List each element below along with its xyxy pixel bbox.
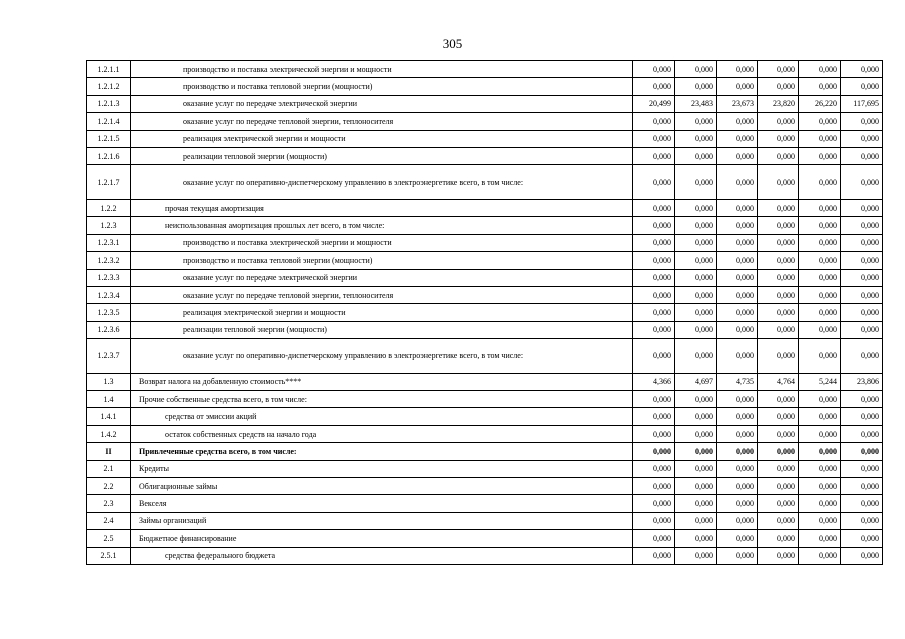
table-row	[87, 373, 883, 390]
row-value: 23,673	[717, 95, 758, 112]
row-value: 0,000	[758, 460, 799, 477]
row-value: 0,000	[758, 269, 799, 286]
row-value: 0,000	[633, 234, 675, 251]
row-value: 0,000	[758, 339, 799, 374]
table-row	[87, 113, 883, 130]
row-value: 0,000	[799, 460, 841, 477]
table-row	[87, 443, 883, 460]
row-value: 0,000	[799, 530, 841, 547]
row-name: Прочие собственные средства всего, в том числе:	[131, 391, 633, 408]
row-code: II	[87, 443, 131, 460]
table-row	[87, 252, 883, 269]
row-value: 0,000	[841, 130, 883, 147]
row-value: 0,000	[633, 78, 675, 95]
row-value: 117,695	[841, 95, 883, 112]
row-value: 0,000	[799, 269, 841, 286]
row-value: 0,000	[758, 425, 799, 442]
row-value: 0,000	[633, 321, 675, 338]
row-value: 0,000	[758, 286, 799, 303]
row-value: 4,366	[633, 373, 675, 390]
row-name: реализации тепловой энергии (мощности)	[131, 147, 633, 164]
row-value: 0,000	[633, 130, 675, 147]
row-value: 0,000	[799, 391, 841, 408]
row-value: 0,000	[633, 460, 675, 477]
row-value: 0,000	[633, 113, 675, 130]
row-code: 1.2.3.4	[87, 286, 131, 303]
table-row	[87, 165, 883, 200]
row-name: производство и поставка тепловой энергии (мощности)	[131, 252, 633, 269]
row-value: 20,499	[633, 95, 675, 112]
row-value: 0,000	[633, 547, 675, 564]
row-value: 0,000	[675, 147, 717, 164]
row-value: 0,000	[675, 165, 717, 200]
row-name: производство и поставка тепловой энергии (мощности)	[131, 78, 633, 95]
row-value: 5,244	[799, 373, 841, 390]
row-name: оказание услуг по оперативно-диспетчерскому управлению в электроэнергетике всего, в том числе:	[131, 165, 633, 200]
row-value: 0,000	[717, 321, 758, 338]
row-value: 0,000	[717, 234, 758, 251]
row-code: 2.5.1	[87, 547, 131, 564]
row-value: 0,000	[675, 425, 717, 442]
row-code: 2.1	[87, 460, 131, 477]
row-value: 26,220	[799, 95, 841, 112]
row-value: 0,000	[758, 408, 799, 425]
row-value: 0,000	[841, 147, 883, 164]
row-value: 0,000	[841, 495, 883, 512]
row-value: 0,000	[758, 391, 799, 408]
row-name: остаток собственных средств на начало года	[131, 425, 633, 442]
table-row	[87, 460, 883, 477]
row-value: 0,000	[841, 234, 883, 251]
row-value: 0,000	[633, 165, 675, 200]
row-value: 0,000	[841, 443, 883, 460]
row-value: 0,000	[675, 113, 717, 130]
row-value: 0,000	[799, 304, 841, 321]
row-code: 2.5	[87, 530, 131, 547]
row-value: 0,000	[799, 234, 841, 251]
row-code: 1.2.3	[87, 217, 131, 234]
row-value: 0,000	[841, 339, 883, 374]
row-value: 23,820	[758, 95, 799, 112]
row-value: 0,000	[717, 460, 758, 477]
row-value: 0,000	[841, 478, 883, 495]
row-code: 1.2.3.5	[87, 304, 131, 321]
row-value: 0,000	[841, 530, 883, 547]
row-value: 0,000	[841, 547, 883, 564]
table-row	[87, 339, 883, 374]
table-row	[87, 321, 883, 338]
row-name: оказание услуг по передаче тепловой энергии, теплоносителя	[131, 286, 633, 303]
row-value: 4,735	[717, 373, 758, 390]
row-value: 0,000	[799, 339, 841, 374]
row-value: 0,000	[758, 478, 799, 495]
row-value: 0,000	[841, 512, 883, 529]
row-value: 0,000	[675, 408, 717, 425]
row-name: неиспользованная амортизация прошлых лет всего, в том числе:	[131, 217, 633, 234]
row-code: 1.4	[87, 391, 131, 408]
row-value: 0,000	[675, 217, 717, 234]
row-value: 0,000	[633, 252, 675, 269]
row-value: 0,000	[633, 304, 675, 321]
row-value: 0,000	[758, 252, 799, 269]
row-value: 0,000	[758, 234, 799, 251]
row-name: Облигационные займы	[131, 478, 633, 495]
table-row	[87, 95, 883, 112]
row-value: 0,000	[633, 217, 675, 234]
row-name: средства от эмиссии акций	[131, 408, 633, 425]
row-name: Бюджетное финансирование	[131, 530, 633, 547]
table-row	[87, 61, 883, 78]
row-value: 0,000	[841, 391, 883, 408]
row-value: 0,000	[799, 321, 841, 338]
row-value: 0,000	[675, 304, 717, 321]
row-value: 0,000	[799, 286, 841, 303]
row-code: 1.2.1.6	[87, 147, 131, 164]
row-code: 2.3	[87, 495, 131, 512]
row-value: 0,000	[675, 252, 717, 269]
row-value: 0,000	[758, 61, 799, 78]
row-value: 0,000	[675, 130, 717, 147]
row-value: 0,000	[675, 321, 717, 338]
row-value: 0,000	[717, 304, 758, 321]
row-value: 0,000	[717, 391, 758, 408]
row-code: 1.2.1.4	[87, 113, 131, 130]
row-code: 1.2.1.7	[87, 165, 131, 200]
row-value: 0,000	[633, 269, 675, 286]
row-value: 0,000	[758, 495, 799, 512]
row-name: реализации тепловой энергии (мощности)	[131, 321, 633, 338]
row-value: 0,000	[675, 495, 717, 512]
row-value: 0,000	[841, 78, 883, 95]
row-value: 0,000	[799, 130, 841, 147]
row-name: оказание услуг по передаче электрической энергии	[131, 269, 633, 286]
row-value: 0,000	[633, 286, 675, 303]
row-name: реализация электрической энергии и мощности	[131, 304, 633, 321]
row-value: 0,000	[841, 321, 883, 338]
row-value: 0,000	[758, 113, 799, 130]
row-value: 0,000	[799, 147, 841, 164]
row-value: 0,000	[758, 217, 799, 234]
row-value: 0,000	[675, 460, 717, 477]
table-row	[87, 530, 883, 547]
row-value: 0,000	[633, 495, 675, 512]
row-value: 0,000	[841, 304, 883, 321]
row-value: 0,000	[633, 199, 675, 216]
row-value: 0,000	[717, 547, 758, 564]
row-value: 0,000	[717, 425, 758, 442]
row-value: 0,000	[841, 425, 883, 442]
row-value: 0,000	[675, 512, 717, 529]
row-value: 0,000	[841, 217, 883, 234]
row-name: средства федерального бюджета	[131, 547, 633, 564]
row-value: 0,000	[758, 304, 799, 321]
row-value: 0,000	[841, 286, 883, 303]
row-value: 0,000	[717, 165, 758, 200]
row-value: 0,000	[717, 495, 758, 512]
row-code: 1.2.3.6	[87, 321, 131, 338]
row-value: 0,000	[799, 425, 841, 442]
row-value: 0,000	[633, 478, 675, 495]
row-code: 1.2.1.3	[87, 95, 131, 112]
row-value: 0,000	[841, 113, 883, 130]
row-value: 0,000	[675, 478, 717, 495]
row-value: 0,000	[717, 478, 758, 495]
table-row	[87, 234, 883, 251]
row-value: 0,000	[717, 339, 758, 374]
row-value: 0,000	[633, 61, 675, 78]
row-name: Привлеченные средства всего, в том числе:	[131, 443, 633, 460]
row-value: 0,000	[758, 443, 799, 460]
row-value: 0,000	[633, 408, 675, 425]
row-code: 1.2.3.7	[87, 339, 131, 374]
row-name: прочая текущая амортизация	[131, 199, 633, 216]
row-name: Векселя	[131, 495, 633, 512]
row-value: 0,000	[675, 199, 717, 216]
row-value: 0,000	[799, 61, 841, 78]
row-code: 1.3	[87, 373, 131, 390]
row-value: 0,000	[758, 547, 799, 564]
row-name: производство и поставка электрической энергии и мощности	[131, 234, 633, 251]
row-value: 0,000	[675, 339, 717, 374]
row-value: 0,000	[633, 443, 675, 460]
row-code: 1.2.3.1	[87, 234, 131, 251]
row-value: 0,000	[717, 199, 758, 216]
row-name: производство и поставка электрической энергии и мощности	[131, 61, 633, 78]
table-body	[87, 61, 883, 565]
row-value: 0,000	[799, 165, 841, 200]
table-row	[87, 408, 883, 425]
table-row	[87, 304, 883, 321]
row-value: 0,000	[717, 408, 758, 425]
row-value: 0,000	[841, 460, 883, 477]
row-value: 0,000	[758, 165, 799, 200]
row-value: 0,000	[717, 443, 758, 460]
row-code: 1.2.3.2	[87, 252, 131, 269]
row-code: 1.2.3.3	[87, 269, 131, 286]
row-value: 0,000	[758, 512, 799, 529]
row-value: 0,000	[633, 339, 675, 374]
row-value: 0,000	[841, 408, 883, 425]
row-value: 0,000	[675, 234, 717, 251]
row-value: 0,000	[675, 391, 717, 408]
financing-table	[86, 60, 883, 565]
row-value: 4,764	[758, 373, 799, 390]
row-name: оказание услуг по передаче тепловой энергии, теплоносителя	[131, 113, 633, 130]
row-value: 0,000	[799, 78, 841, 95]
row-value: 0,000	[717, 217, 758, 234]
row-value: 0,000	[717, 130, 758, 147]
table-row	[87, 495, 883, 512]
row-code: 2.2	[87, 478, 131, 495]
row-code: 1.4.2	[87, 425, 131, 442]
row-value: 0,000	[799, 495, 841, 512]
row-code: 2.4	[87, 512, 131, 529]
row-value: 0,000	[633, 512, 675, 529]
table-row	[87, 425, 883, 442]
row-value: 0,000	[758, 130, 799, 147]
table-row	[87, 199, 883, 216]
row-value: 0,000	[633, 147, 675, 164]
row-value: 0,000	[717, 61, 758, 78]
row-value: 0,000	[633, 425, 675, 442]
row-value: 0,000	[799, 199, 841, 216]
row-name: Возврат налога на добавленную стоимость****	[131, 373, 633, 390]
row-value: 0,000	[799, 478, 841, 495]
row-value: 0,000	[675, 61, 717, 78]
row-value: 0,000	[675, 530, 717, 547]
row-value: 0,000	[717, 78, 758, 95]
row-value: 0,000	[799, 252, 841, 269]
table-row	[87, 217, 883, 234]
row-value: 0,000	[841, 61, 883, 78]
row-value: 0,000	[633, 530, 675, 547]
table-row	[87, 391, 883, 408]
row-value: 0,000	[717, 286, 758, 303]
table-row	[87, 286, 883, 303]
row-code: 1.4.1	[87, 408, 131, 425]
row-name: реализация электрической энергии и мощности	[131, 130, 633, 147]
row-name: Займы организаций	[131, 512, 633, 529]
row-value: 0,000	[717, 512, 758, 529]
row-value: 0,000	[675, 443, 717, 460]
row-value: 0,000	[675, 286, 717, 303]
table-row	[87, 547, 883, 564]
row-code: 1.2.1.5	[87, 130, 131, 147]
table-row	[87, 478, 883, 495]
table-row	[87, 130, 883, 147]
row-name: оказание услуг по оперативно-диспетчерскому управлению в электроэнергетике всего, в том числе:	[131, 339, 633, 374]
row-value: 0,000	[758, 530, 799, 547]
row-value: 0,000	[675, 547, 717, 564]
row-value: 0,000	[758, 321, 799, 338]
row-name: оказание услуг по передаче электрической энергии	[131, 95, 633, 112]
row-value: 0,000	[841, 199, 883, 216]
row-value: 0,000	[633, 391, 675, 408]
table-row	[87, 78, 883, 95]
row-value: 0,000	[675, 78, 717, 95]
row-value: 0,000	[799, 408, 841, 425]
row-code: 1.2.2	[87, 199, 131, 216]
row-name: Кредиты	[131, 460, 633, 477]
row-value: 0,000	[841, 269, 883, 286]
row-value: 0,000	[717, 147, 758, 164]
row-value: 0,000	[799, 547, 841, 564]
table-row	[87, 512, 883, 529]
row-value: 0,000	[717, 530, 758, 547]
row-value: 23,483	[675, 95, 717, 112]
row-value: 0,000	[799, 217, 841, 234]
row-value: 0,000	[799, 443, 841, 460]
row-code: 1.2.1.1	[87, 61, 131, 78]
row-value: 0,000	[841, 165, 883, 200]
row-value: 0,000	[675, 269, 717, 286]
table-row	[87, 269, 883, 286]
table-row	[87, 147, 883, 164]
row-value: 0,000	[717, 252, 758, 269]
row-value: 0,000	[758, 147, 799, 164]
row-value: 0,000	[717, 269, 758, 286]
row-value: 0,000	[758, 199, 799, 216]
row-value: 0,000	[717, 113, 758, 130]
row-value: 0,000	[799, 113, 841, 130]
row-value: 0,000	[758, 78, 799, 95]
page-number: 305	[442, 36, 463, 51]
row-value: 4,697	[675, 373, 717, 390]
row-value: 23,806	[841, 373, 883, 390]
row-value: 0,000	[799, 512, 841, 529]
row-value: 0,000	[841, 252, 883, 269]
row-code: 1.2.1.2	[87, 78, 131, 95]
